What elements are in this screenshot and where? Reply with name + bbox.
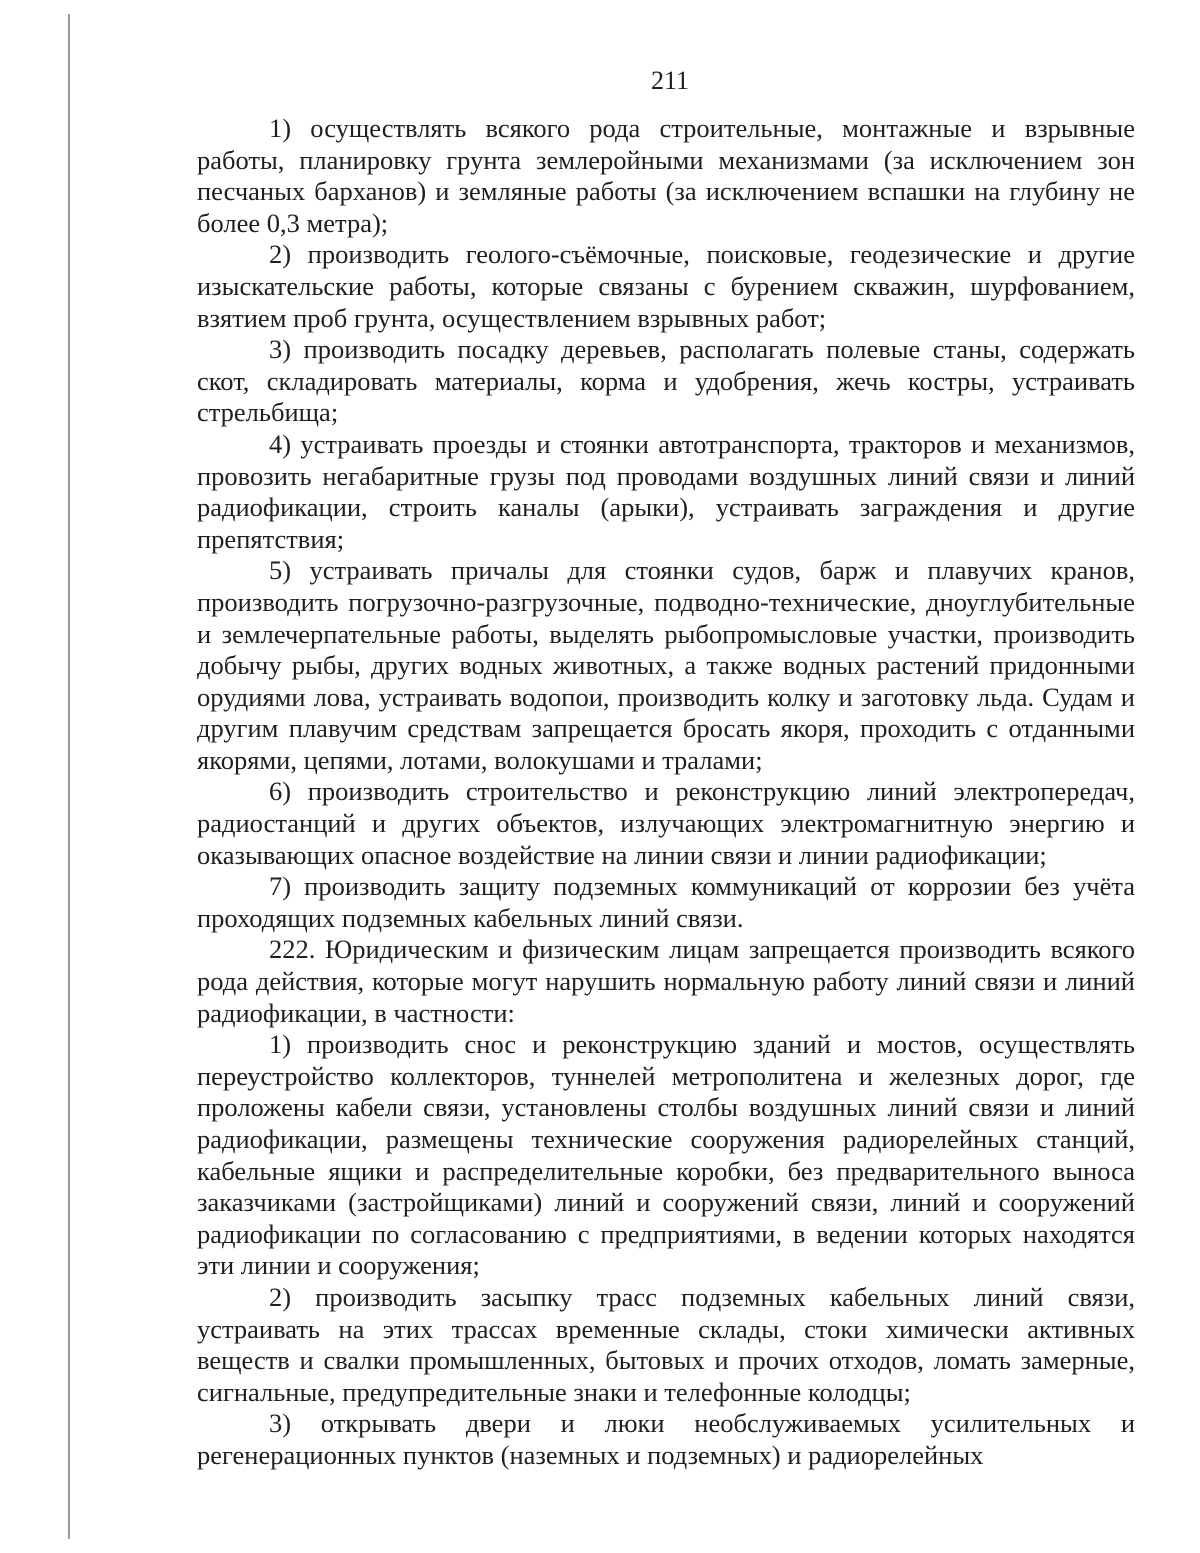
paragraph-item-4: 4) устраивать проезды и стоянки автотранспорта, тракторов и механизмов, провозить негабаритные грузы под проводами воздушных линий связи и линий радиофикации, строить каналы (арыки), устраивать заграждения и другие препятствия; bbox=[197, 428, 1135, 554]
paragraph-item-1: 1) осуществлять всякого рода строительные, монтажные и взрывные работы, планировку грунта землеройными механизмами (за исключением зон песчаных барханов) и земляные работы (за исключением вспашки на глубину не более 0,3 метра); bbox=[197, 113, 1135, 238]
paragraph-section-222: 222. Юридическим и физическим лицам запрещается производить всякого рода действия, которые могут нарушить нормальную работу линий связи и линий радиофикации, в частности: bbox=[197, 934, 1135, 1028]
paragraph-item-3: 3) производить посадку деревьев, располагать полевые станы, содержать скот, складировать материалы, корма и удобрения, жечь костры, устраивать стрельбища; bbox=[197, 334, 1135, 428]
paragraph-222-item-3: 3) открывать двери и люки необслуживаемых усилительных и регенерационных пунктов (наземных и подземных) и радиорелейных bbox=[197, 1408, 1135, 1470]
page-number: 211 bbox=[650, 66, 690, 95]
paragraph-222-item-1: 1) производить снос и реконструкцию зданий и мостов, осуществлять переустройство коллекторов, туннелей метрополитена и железных дорог, где проложены кабели связи, установлены столбы воздушных линий связи и линий радиофикации, размещены технические сооружения радиорелейных станций, кабельные ящики и распределительные коробки, без предварительного выноса заказчиками (застройщиками) линий и сооружений связи, линий и сооружений радиофикации по согласованию с предприятиями, в ведении которых находятся эти линии и сооружения; bbox=[197, 1029, 1135, 1281]
paragraph-item-7: 7) производить защиту подземных коммуникаций от коррозии без учёта проходящих подземных кабельных линий связи. bbox=[197, 871, 1135, 933]
paragraph-item-6: 6) производить строительство и реконструкцию линий электропередач, радиостанций и других объектов, излучающих электромагнитную энергию и оказывающих опасное воздействие на линии связи и линии радиофикации; bbox=[197, 776, 1135, 870]
scan-edge-line bbox=[68, 14, 70, 1539]
paragraph-222-item-2: 2) производить засыпку трасс подземных кабельных линий связи, устраивать на этих трассах временные склады, стоки химически активных веществ и свалки промышленных, бытовых и прочих отходов, ломать замерные, сигнальные, предупредительные знаки и телефонные колодцы; bbox=[197, 1281, 1135, 1407]
document-body bbox=[197, 113, 1135, 1472]
paragraph-item-5: 5) устраивать причалы для стоянки судов, барж и плавучих кранов, производить погрузочно-разгрузочные, подводно-технические, дноуглубительные и землечерпательные работы, выделять рыбопромысловые участки, производить добычу рыбы, других водных животных, а также водных растений придонными орудиями лова, устраивать водопои, производить колку и заготовку льда. Судам и другим плавучим средствам запрещается бросать якоря, проходить с отданными якорями, цепями, лотами, волокушами и тралами; bbox=[197, 555, 1135, 775]
paragraph-item-2: 2) производить геолого-съёмочные, поисковые, геодезические и другие изыскательские работы, которые связаны с бурением скважин, шурфованием, взятием проб грунта, осуществлением взрывных работ; bbox=[197, 239, 1135, 333]
